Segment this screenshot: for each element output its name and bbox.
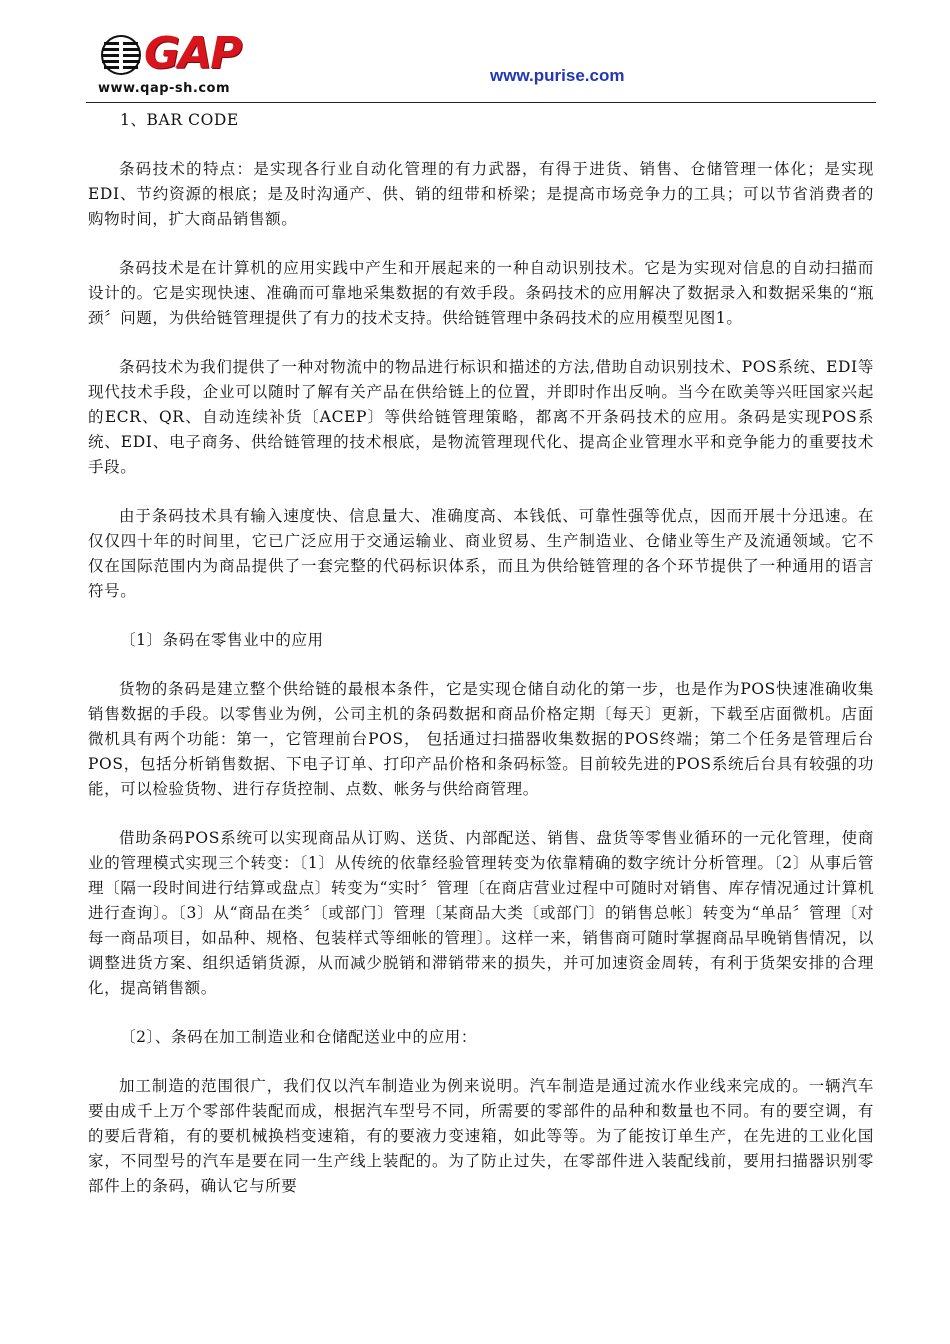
section-title: 1、BAR CODE bbox=[120, 111, 239, 129]
subheading-retail: 〔1〕条码在零售业中的应用 bbox=[120, 631, 324, 649]
paragraph-2: 条码技术是在计算机的应用实践中产生和开展起来的一种自动识别技术。它是为实现对信息的自动扫描而设计的。它是实现快速、准确而可靠地采集数据的有效手段。条码技术的应用解决了数据录入和数据采集的“瓶颈〞问题，为供给链管理提供了有力的技术支持。供给链管理中条码技术的应用模型见图1。 bbox=[88, 259, 874, 327]
site-url-link[interactable]: www.purise.com bbox=[490, 66, 625, 85]
page-header bbox=[86, 24, 876, 103]
logo-wordmark: GAP bbox=[144, 28, 241, 79]
paragraph-5: 货物的条码是建立整个供给链的最根本条件，它是实现仓储自动化的第一步，也是作为POS快速准确收集销售数据的手段。以零售业为例，公司主机的条码数据和商品价格定期〔每天〕更新，下载至店面微机。店面微机具有两个功能：第一，它管理前台POS， 包括通过扫描器收集数据的POS终端；第二个任务是管理后台POS，包括分析销售数据、下电子订单、打印产品价格和条码标签。目前较先进的POS系统后台具有较强的功能，可以检验货物、进行存货控制、点数、帐务与供给商管理。 bbox=[88, 680, 874, 798]
paragraph-4: 由于条码技术具有输入速度快、信息量大、准确度高、本钱低、可靠性强等优点，因而开展十分迅速。在仅仅四十年的时间里，它已广泛应用于交通运输业、商业贸易、生产制造业、仓储业等生产及流通领域。它不仅在国际范围内为商品提供了一套完整的代码标识体系，而且为供给链管理的各个环节提供了一种通用的语言符号。 bbox=[88, 507, 874, 600]
logo-url-text: www.qap-sh.com bbox=[98, 81, 231, 96]
paragraph-6: 借助条码POS系统可以实现商品从订购、送货、内部配送、销售、盘货等零售业循环的一元化管理，使商业的管理模式实现三个转变：〔1〕从传统的依靠经验管理转变为依靠精确的数字统计分析管理。〔2〕从事后管理〔隔一段时间进行结算或盘点〕转变为“实时〞管理〔在商店营业过程中可随时对销售、库存情况通过计算机进行查询〕。〔3〕从“商品在类〞〔或部门〕管理〔某商品大类〔或部门〕的销售总帐〕转变为“单品〞管理〔对每一商品项目，如品种、规格、包装样式等细帐的管理〕。这样一来，销售商可随时掌握商品早晚销售情况，以调整进货方案、组织适销货源，从而减少脱销和滞销带来的损失，并可加速资金周转，有利于货架安排的合理化，提高销售额。 bbox=[88, 829, 874, 997]
document-body bbox=[88, 108, 874, 1199]
globe-emblem-icon bbox=[100, 34, 142, 76]
paragraph-3: 条码技术为我们提供了一种对物流中的物品进行标识和描述的方法,借助自动识别技术、POS系统、EDI等现代技术手段，企业可以随时了解有关产品在供给链上的位置，并即时作出反响。当今在欧美等兴旺国家兴起的ECR、QR、自动连续补货〔ACEP〕等供给链管理策略，都离不开条码技术的应用。条码是实现POS系统、EDI、电子商务、供给链管理的技术根底，是物流管理现代化、提高企业管理水平和竞争能力的重要技术手段。 bbox=[88, 358, 874, 476]
company-logo bbox=[98, 29, 268, 97]
paragraph-1: 条码技术的特点：是实现各行业自动化管理的有力武器，有得于进货、销售、仓储管理一体化；是实现EDI、节约资源的根底；是及时沟通产、供、销的纽带和桥梁；是提高市场竞争力的工具；可以节省消费者的购物时间，扩大商品销售额。 bbox=[88, 160, 874, 228]
paragraph-7: 加工制造的范围很广，我们仅以汽车制造业为例来说明。汽车制造是通过流水作业线来完成的。一辆汽车要由成千上万个零部件装配而成，根据汽车型号不同，所需要的零部件的品种和数量也不同。有的要空调，有的要后背箱，有的要机械换档变速箱，有的要液力变速箱，如此等等。为了能按订单生产，在先进的工业化国家，不同型号的汽车是要在同一生产线上装配的。为了防止过失，在零部件进入装配线前，要用扫描器识别零部件上的条码，确认它与所要 bbox=[88, 1077, 874, 1195]
subheading-manufacturing: 〔2〕、条码在加工制造业和仓储配送业中的应用： bbox=[120, 1028, 477, 1046]
